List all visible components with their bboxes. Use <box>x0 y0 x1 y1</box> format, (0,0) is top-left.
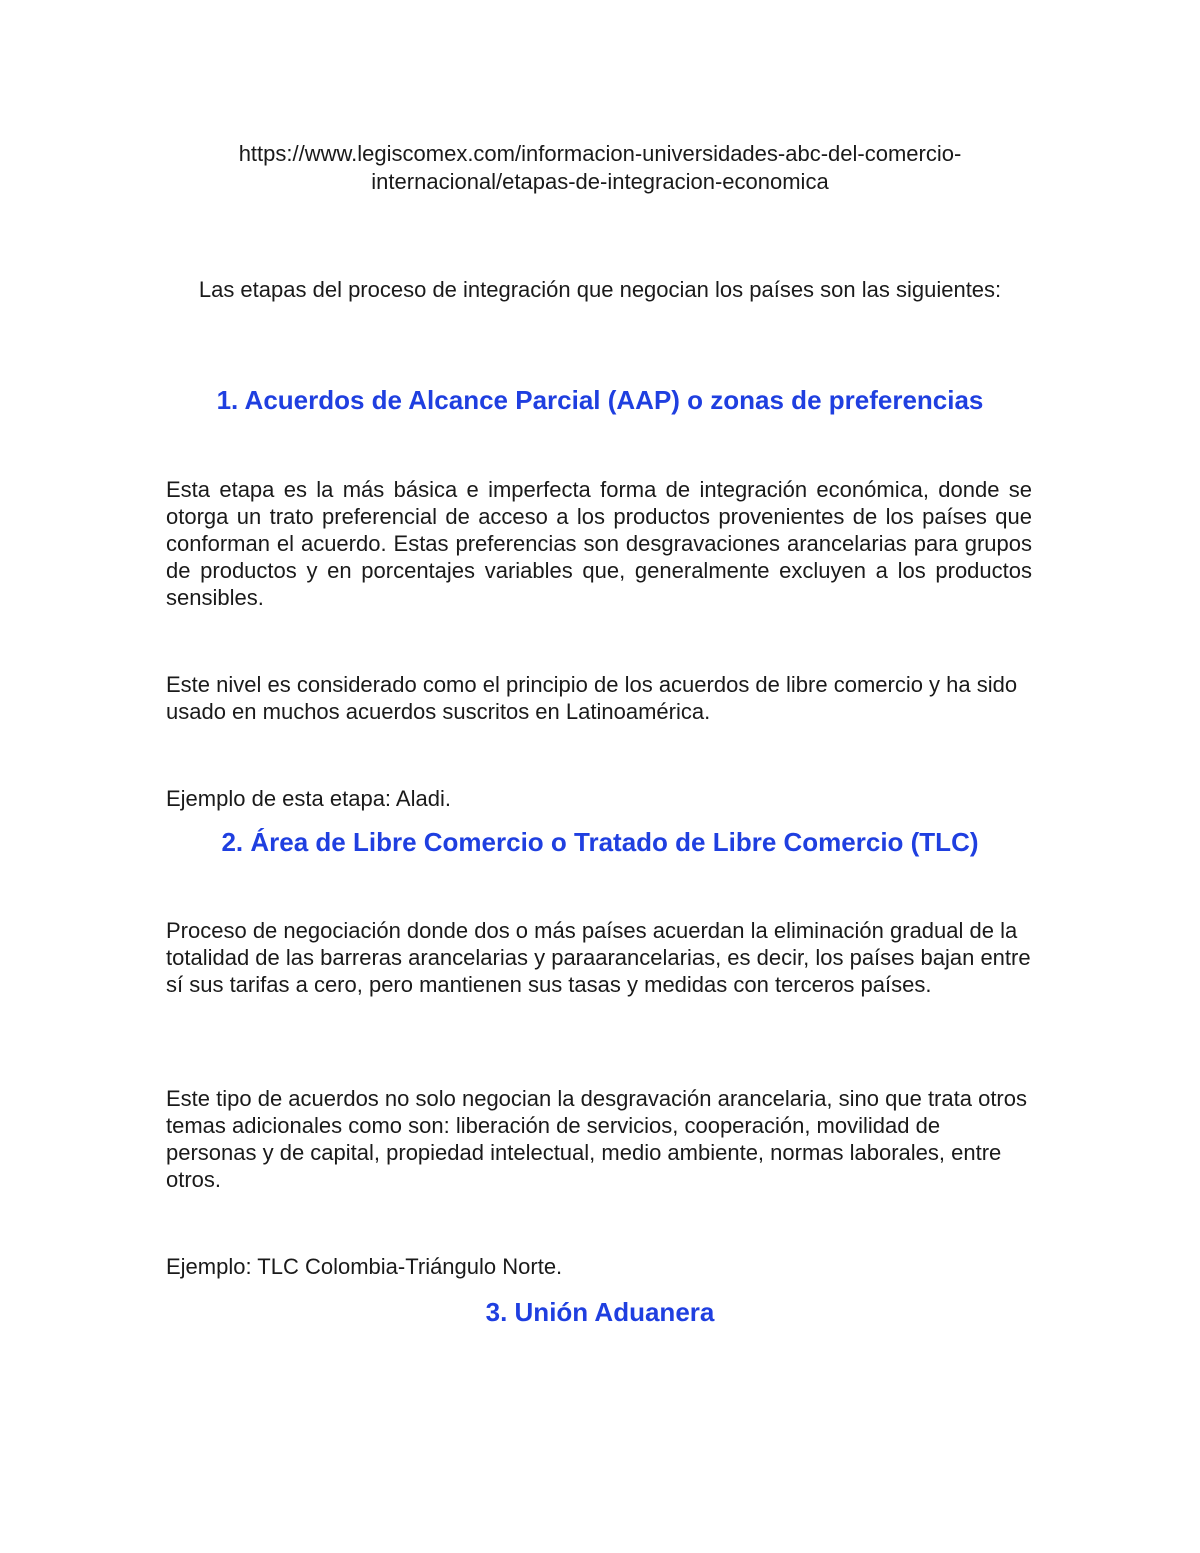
section-2-paragraph-2: Este tipo de acuerdos no solo negocian la desgravación arancelaria, sino que trata otros temas adicionales como son: liberación de servicios, cooperación, movilidad de personas y de capital, propiedad intelectual, medio ambiente, normas laborales, entre otros. <box>166 1086 1027 1192</box>
source-url-line-2: internacional/etapas-de-integracion-economica <box>371 169 829 194</box>
source-url <box>150 140 1050 196</box>
section-heading-2: 2. Área de Libre Comercio o Tratado de Libre Comercio (TLC) <box>221 827 979 857</box>
section-1-example: Ejemplo de esta etapa: Aladi. <box>166 786 451 811</box>
section-heading-3: 3. Unión Aduanera <box>485 1297 715 1327</box>
intro-text: Las etapas del proceso de integración que negocian los países son las siguientes: <box>198 277 1002 302</box>
section-2-paragraph-1: Proceso de negociación donde dos o más países acuerdan la eliminación gradual de la totalidad de las barreras arancelarias y paraarancelarias, es decir, los países bajan entre sí sus tarifas a cero, pero mantienen sus tasas y medidas con terceros países. <box>166 918 1031 997</box>
section-1-paragraph-2: Este nivel es considerado como el principio de los acuerdos de libre comercio y ha sido usado en muchos acuerdos suscritos en Latinoamérica. <box>166 672 1018 724</box>
source-url-line-1: https://www.legiscomex.com/informacion-universidades-abc-del-comercio- <box>238 141 962 166</box>
section-heading-1: 1. Acuerdos de Alcance Parcial (AAP) o zonas de preferencias <box>216 385 984 415</box>
section-1-paragraph-1: Esta etapa es la más básica e imperfecta forma de integración económica, donde se otorga un trato preferencial de acceso a los productos provenientes de los países que conforman el acuerdo. Estas preferencias son desgravaciones arancelarias para grupos de productos y en porcentajes variables que, generalmente excluyen a los productos sensibles. <box>166 477 1032 610</box>
section-2-example: Ejemplo: TLC Colombia-Triángulo Norte. <box>166 1254 563 1279</box>
